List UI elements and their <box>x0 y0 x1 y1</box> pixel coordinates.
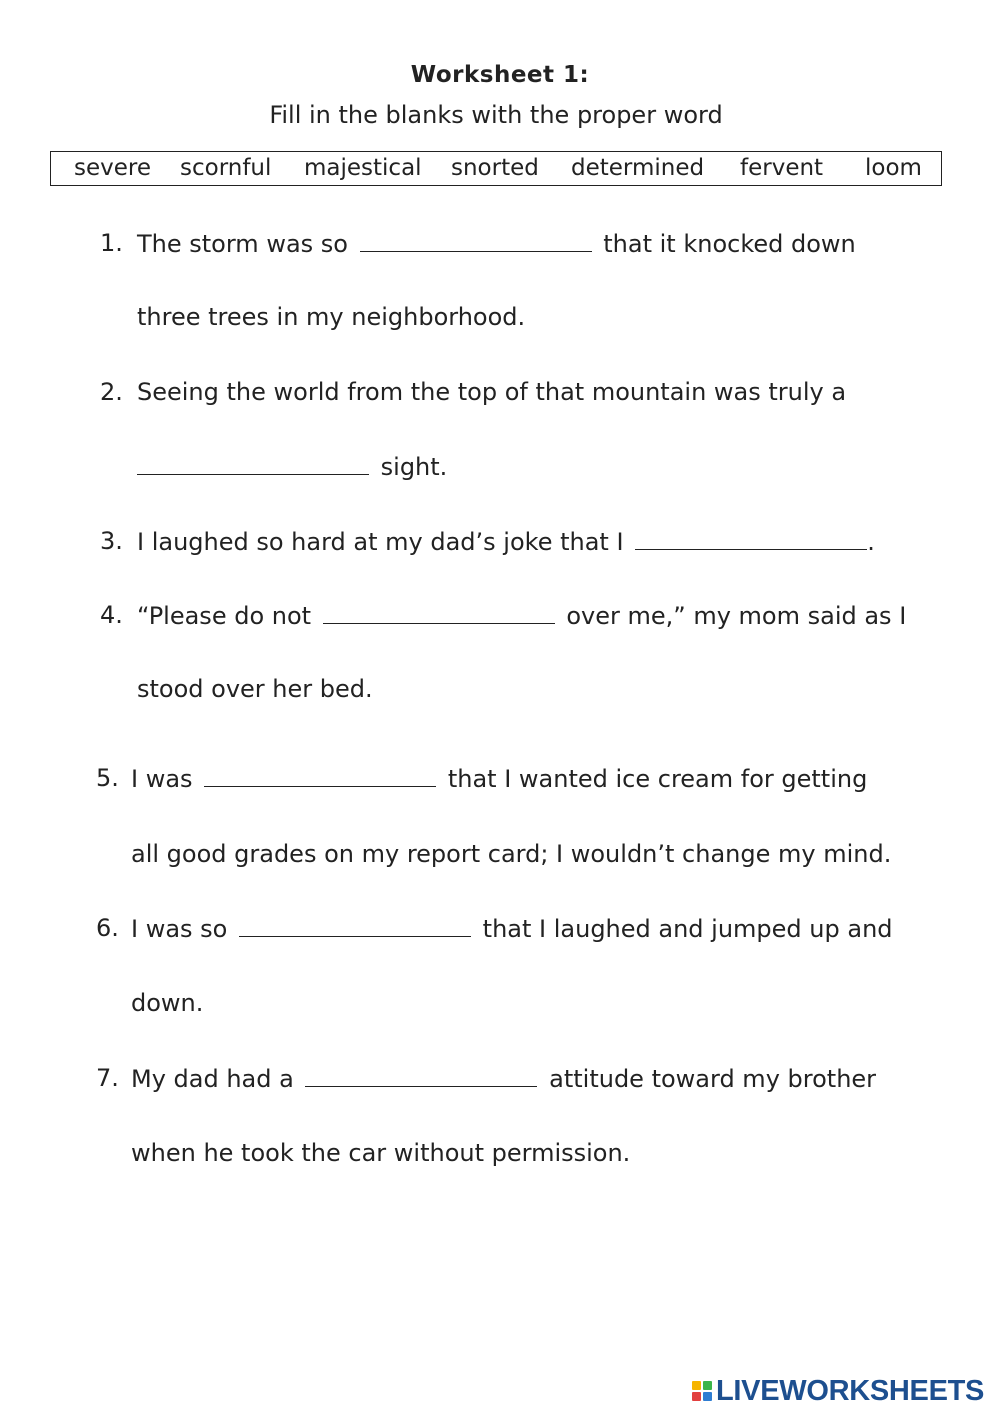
question-text: . <box>867 528 875 556</box>
question-number: 5. <box>96 764 119 792</box>
answer-blank[interactable] <box>360 229 592 252</box>
question-text: The storm was so <box>137 230 348 258</box>
answer-blank[interactable] <box>204 764 436 787</box>
question-text: attitude toward my brother <box>549 1065 877 1093</box>
question-number: 2. <box>100 378 123 406</box>
question-text: stood over her bed. <box>137 675 373 703</box>
question-text: “Please do not <box>137 602 312 630</box>
logo-square <box>692 1392 701 1401</box>
question-text: that I wanted ice cream for getting <box>447 765 868 793</box>
answer-blank[interactable] <box>635 527 867 550</box>
question-number: 4. <box>100 601 123 629</box>
worksheet-subtitle: Fill in the blanks with the proper word <box>269 101 723 129</box>
answer-blank[interactable] <box>239 914 471 937</box>
logo-square <box>703 1392 712 1401</box>
question-number: 1. <box>100 229 123 257</box>
question-text: three trees in my neighborhood. <box>137 303 526 331</box>
logo-squares-icon <box>692 1381 712 1401</box>
answer-blank[interactable] <box>305 1064 537 1087</box>
question-text: I was so <box>131 915 228 943</box>
word-bank-item: fervent <box>740 155 824 181</box>
word-bank-item: scornful <box>180 155 272 181</box>
word-bank-item: severe <box>74 155 151 181</box>
question-number: 6. <box>96 914 119 942</box>
question-number: 3. <box>100 527 123 555</box>
liveworksheets-logo <box>692 1376 984 1406</box>
question-text: My dad had a <box>131 1065 294 1093</box>
question-text: that it knocked down <box>603 230 856 258</box>
question-text: that I laughed and jumped up and <box>482 915 893 943</box>
question-text: over me,” my mom said as I <box>566 602 907 630</box>
word-bank <box>50 151 942 186</box>
question-text: Seeing the world from the top of that mountain was truly a <box>137 378 847 406</box>
word-bank-item: majestical <box>304 155 422 181</box>
word-bank-item: loom <box>865 155 922 181</box>
question-text: I laughed so hard at my dad’s joke that I <box>137 528 624 556</box>
answer-blank[interactable] <box>137 452 369 475</box>
word-bank-item: determined <box>571 155 705 181</box>
logo-text: LIVEWORKSHEETS <box>716 1374 985 1407</box>
question-text: sight. <box>380 453 448 481</box>
word-bank-item: snorted <box>451 155 539 181</box>
question-text: all good grades on my report card; I wouldn’t change my mind. <box>131 840 892 868</box>
question-text: when he took the car without permission. <box>131 1139 631 1167</box>
logo-square <box>692 1381 701 1390</box>
question-text: down. <box>131 989 204 1017</box>
question-number: 7. <box>96 1064 119 1092</box>
question-text: I was <box>131 765 193 793</box>
worksheet-title: Worksheet 1: <box>410 62 590 88</box>
answer-blank[interactable] <box>323 601 555 624</box>
logo-square <box>703 1381 712 1390</box>
